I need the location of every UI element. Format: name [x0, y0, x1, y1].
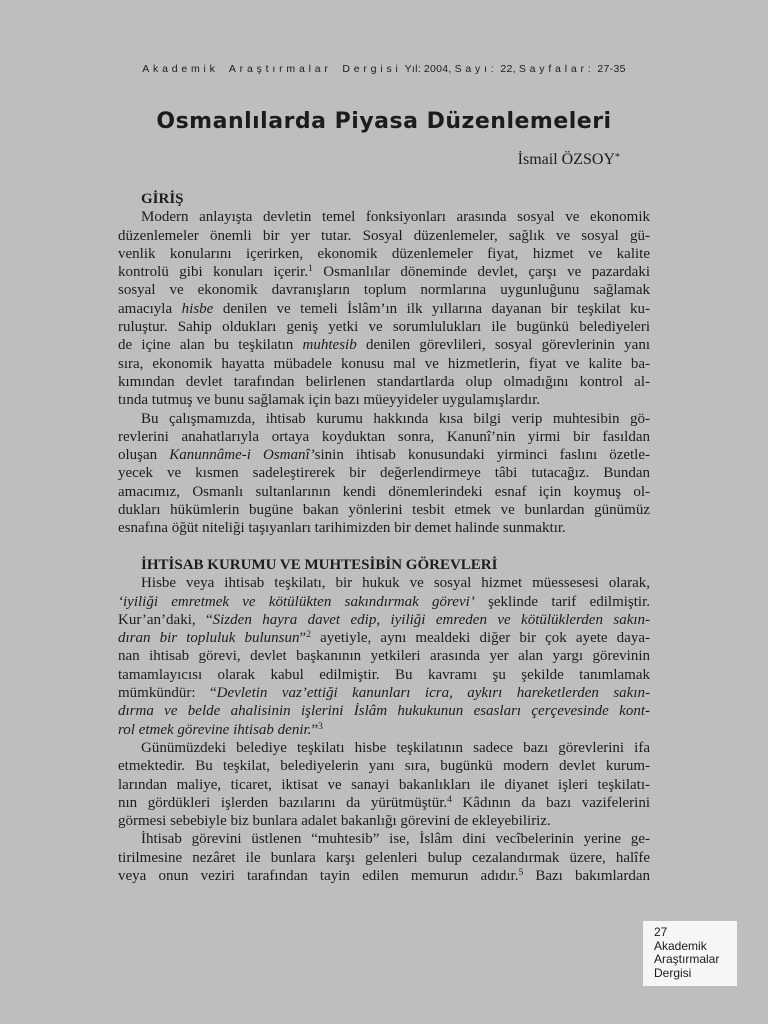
article-body	[118, 190, 650, 885]
paragraph	[118, 208, 650, 409]
footer-journal-line: Araştırmalar	[654, 952, 720, 966]
line-text	[118, 868, 650, 884]
line-text	[118, 465, 650, 481]
journal-name: Akademik Araştırmalar Dergisi	[142, 63, 402, 75]
text-run: görmesi sebebiyle biz bunlara adalet bakanlığı görevini de ekleyebiliriz.	[118, 813, 551, 830]
running-header	[0, 61, 768, 77]
line-text	[118, 392, 540, 408]
italic-text: dıran bir topluluk bulunsun	[118, 630, 300, 647]
text-line	[118, 501, 650, 519]
text-line	[118, 355, 650, 373]
italic-text: Sizden hayra davet edip, iyiliği emreden ve kötülüklerden sakın-	[212, 611, 651, 628]
text-run: Osmanlılar döneminde devlet, çarşı ve pazardaki	[312, 264, 651, 281]
text-run: mümkündür: “	[118, 685, 217, 702]
text-run: denilen görevlileri, sosyal görevlerinin yanı	[356, 337, 650, 354]
text-run: sıra, ekonomik hayatta mübadele konusu mal ve hizmetlerin, fiyat ve kalite ba-	[118, 355, 650, 372]
line-text	[118, 282, 650, 298]
text-line	[118, 666, 650, 684]
text-run: ”	[311, 721, 319, 738]
line-text	[118, 850, 650, 866]
text-run: etmektedir. Bu teşkilat, belediyelerin yanı sıra, bugünkü modern devlet kurum-	[118, 758, 650, 775]
text-run: de içine alan bu teşkilatın	[118, 337, 303, 354]
line-text	[141, 575, 650, 591]
text-line	[118, 281, 650, 299]
footnote-reference: 5	[518, 867, 524, 878]
text-run: İhtisab görevini üstlenen “muhtesib” ise, İslâm dini vecîbelerinin yerine ge-	[141, 831, 650, 848]
text-line	[118, 849, 650, 867]
line-text	[118, 594, 650, 610]
paragraph	[118, 739, 650, 830]
year-label: Yıl:	[404, 63, 421, 75]
footnote-reference: 2	[306, 630, 311, 641]
italic-text: ‘iyiliği emretmek ve kötülükten sakındırmak görevi’	[118, 593, 475, 610]
author-name: İsmail ÖZSOY	[517, 151, 615, 168]
italic-text: rol etmek görevine ihtisab denir.	[118, 721, 312, 738]
footnote-reference: 1	[308, 264, 313, 275]
text-run: denilen ve temeli İslâm’ın ilk yıllarına dayanan bir teşkilat ku-	[213, 300, 650, 317]
text-line	[118, 464, 650, 482]
text-line	[141, 208, 650, 226]
italic-text: hisbe	[181, 300, 214, 317]
text-line	[118, 391, 650, 409]
text-run: revlerini anahatlarıyla ortaya koyduktan sonra, Kanunî’nin yirmi bir fasıldan	[118, 428, 650, 445]
text-line	[118, 593, 650, 611]
line-text	[118, 502, 650, 518]
text-line	[118, 245, 650, 263]
pages-value: 27-35	[597, 63, 626, 75]
text-line	[118, 867, 650, 885]
text-run: yecek ve kısmen sadeleştirerek bir değerlendirmeye tâbi tutacağız. Bundan	[118, 465, 650, 482]
text-run: düzenlemeler önemli bir yer tutar. Sosyal düzenlemeler, sağlık ve sosyal gü-	[118, 227, 650, 244]
line-text	[118, 484, 650, 500]
text-run: larından maliye, ticaret, iktisat ve sanayi bakanlıkları ile diyanet işleri teşkilatı-	[118, 776, 650, 793]
text-line	[118, 812, 650, 830]
text-line	[141, 410, 650, 428]
paragraph	[118, 830, 650, 885]
text-run: Kâdının da bazı vazifelerini	[451, 794, 650, 811]
line-text	[118, 264, 650, 280]
year-value: 2004,	[423, 63, 452, 75]
line-text	[118, 612, 650, 628]
section-heading: GİRİŞ	[141, 191, 184, 207]
text-line	[118, 611, 650, 629]
text-line	[118, 702, 650, 720]
text-line	[118, 483, 650, 501]
italic-text: dırma ve belde ahalisinin işlerini İslâm hukukunun esasları çerçevesinde kont-	[118, 703, 650, 720]
line-text	[118, 301, 650, 317]
paragraph	[118, 410, 650, 538]
text-run: sinin ihtisab konusundaki yirminci faslını özetle-	[314, 447, 650, 464]
line-text	[118, 447, 650, 463]
issue-value: 22,	[500, 63, 516, 75]
text-run: oluşan	[118, 447, 170, 464]
text-line	[118, 684, 650, 702]
text-run: Modern anlayışta devletin temel fonksiyonları arasında sosyal ve ekonomik	[141, 209, 650, 226]
line-text	[141, 831, 650, 847]
line-text	[118, 319, 650, 335]
text-line	[118, 794, 650, 812]
text-line	[118, 721, 650, 739]
text-line	[118, 629, 650, 647]
line-text	[141, 740, 650, 756]
italic-text: Devletin vaz’ettiği kanunları icra, aykırı hareketlerden sakın-	[216, 685, 651, 702]
pages-label: Sayfalar:	[518, 63, 595, 75]
text-run: kımından devlet tarafından belirlenen standartlarda olup olmadığını kontrol al-	[118, 373, 650, 390]
line-text	[118, 337, 650, 353]
footnote-reference: 3	[318, 721, 323, 732]
text-run: veya onun veziri tarafından tayin edilen memurun adıdır.	[118, 867, 519, 884]
line-text	[141, 411, 650, 427]
text-run: ”	[299, 630, 307, 647]
line-text	[118, 356, 650, 372]
line-text	[118, 667, 650, 683]
text-line	[118, 519, 650, 537]
line-text	[118, 795, 650, 811]
text-line	[118, 373, 650, 391]
text-run: tında tutmuş ve bunu sağlamak için bazı müeyyideler uygulamışlardır.	[118, 392, 540, 409]
text-run: esnafına öğüt niteliği taşıyanları tarihimizden bir demet halinde sunmaktır.	[118, 520, 566, 537]
text-run: ayetiyle, aynı mealdeki diğer bir çok ayete daya-	[310, 630, 650, 647]
line-text	[118, 520, 566, 536]
text-run: şeklinde tarif edilmiştir.	[474, 593, 650, 610]
text-run: amacımız, Osmanlı sultanlarının kendi dönemlerindeki esnaf için koymuş ol-	[118, 483, 650, 500]
section-heading: İHTİSAB KURUMU VE MUHTESİBİN GÖREVLERİ	[141, 556, 498, 573]
line-text	[118, 228, 650, 244]
text-line	[118, 647, 650, 665]
issue-label: Sayı:	[454, 63, 498, 75]
line-text	[118, 429, 650, 445]
text-run: Kur’an’daki, “	[118, 611, 213, 628]
text-run: tamamlayıcısı olarak kabul edilmiştir. Bu kavramı şu şekilde tanımlamak	[118, 666, 650, 683]
line-text	[118, 813, 551, 829]
footer-journal-line: Akademik	[654, 938, 707, 953]
text-line	[118, 318, 650, 336]
line-text	[118, 777, 650, 793]
text-run: tirilmesine nezâret ile bunlara karşı gelenleri bulup cezalandırmak üzere, halîfe	[118, 849, 650, 866]
text-line	[141, 830, 650, 848]
text-run: Hisbe veya ihtisab teşkilatı, bir hukuk ve sosyal hizmet müessesesi olarak,	[141, 575, 650, 592]
text-line	[118, 263, 650, 281]
line-text	[118, 246, 650, 262]
line-text	[118, 648, 650, 664]
line-text	[118, 630, 650, 646]
text-run: nın gördükleri işlerden bazılarını da yürütmüştür.	[118, 794, 448, 811]
italic-text: muhtesib	[302, 337, 357, 354]
text-run: dukları hükümlerin bugüne bakan yönlerini tesbit etmek ve bunlardan günümüz	[118, 502, 650, 519]
line-text	[141, 209, 650, 225]
paragraph	[118, 574, 650, 739]
text-run: Günümüzdeki belediye teşkilatı hisbe teşkilatının sadece bazı görevlerini ifa	[141, 739, 650, 756]
text-run: Bazı bakımlardan	[523, 867, 650, 884]
footnote-reference: 4	[447, 794, 452, 805]
text-line	[118, 336, 650, 354]
text-line	[118, 757, 650, 775]
text-line	[118, 428, 650, 446]
line-text	[118, 703, 650, 719]
text-run: sosyal ve ekonomik davranışların toplum normlarına uygunluğunu sağlamak	[118, 282, 650, 299]
line-text	[118, 758, 650, 774]
line-text	[118, 685, 650, 701]
page-number: 27	[654, 925, 668, 939]
text-line	[118, 227, 650, 245]
text-run: nan ihtisab görevi, devlet başkanının yetkileri arasında yer alan yargı görevinin	[118, 648, 650, 665]
text-run: ruluştur. Sahip oldukları geniş yetki ve sorumlulukları ile bugünkü belediyeleri	[118, 319, 650, 336]
text-line	[141, 574, 650, 592]
text-line	[118, 776, 650, 794]
line-text	[118, 722, 323, 738]
text-run: venlik konularını içerirken, ekonomik düzenlemeler fiyat, hizmet ve kalite	[118, 245, 650, 262]
text-line	[118, 446, 650, 464]
text-run: amacıyla	[118, 300, 182, 317]
text-run: Bu çalışmamızda, ihtisab kurumu hakkında kısa bilgi verip muhtesibin gö-	[141, 410, 650, 427]
article-title: Osmanlılarda Piyasa Düzenlemeleri	[156, 109, 612, 134]
line-text	[118, 374, 650, 390]
author-line	[518, 150, 620, 170]
page-number-box	[643, 921, 737, 986]
italic-text: Kanunnâme-i Osmanî’	[169, 447, 315, 464]
footer-journal-line: Dergisi	[654, 965, 692, 980]
text-line	[141, 739, 650, 757]
text-line	[118, 300, 650, 318]
text-run: kontrolü gibi konuları içerir.	[118, 264, 309, 281]
author-footnote-mark: *	[615, 152, 620, 163]
